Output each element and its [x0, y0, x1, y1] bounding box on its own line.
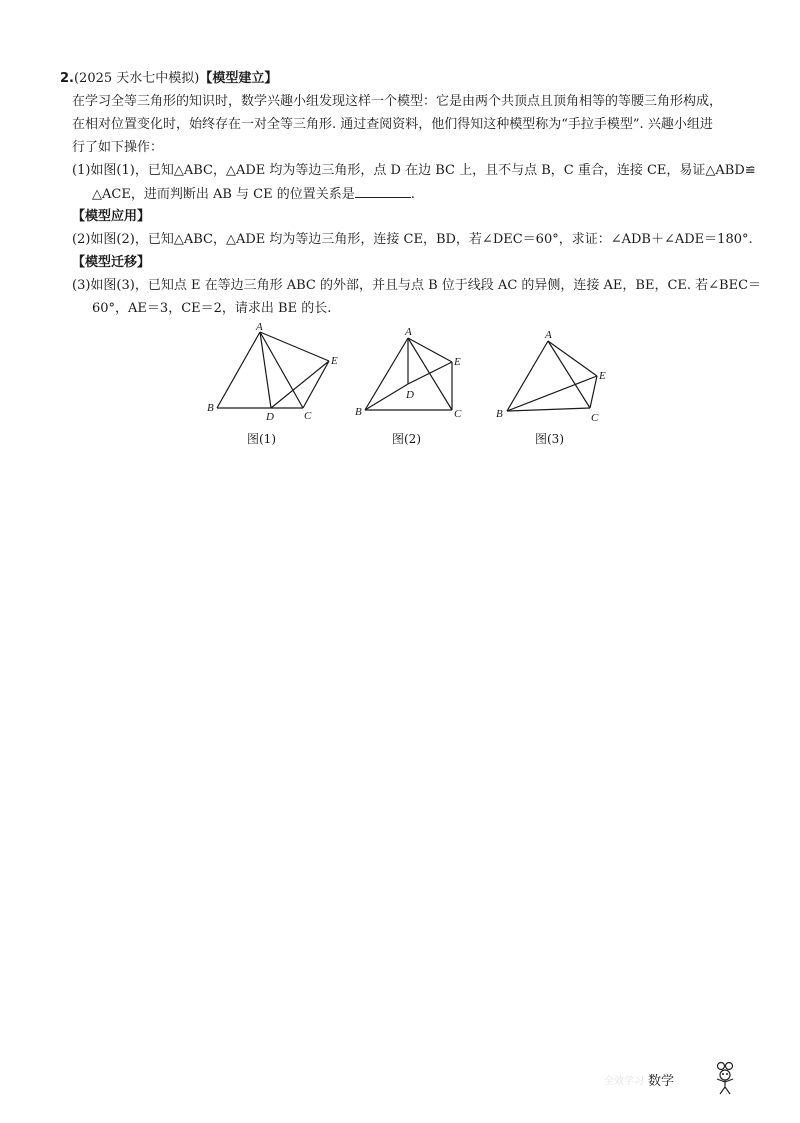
- question-source: (2025 天水七中模拟): [73, 71, 200, 86]
- figure-1-caption: 图(1): [247, 432, 276, 446]
- part1-line-1: (1)如图(1)，已知△ABC，△ADE 均为等边三角形，点 D 在边 BC 上，且不与点 B，C 重合，连接 CE，易证△ABD≌: [72, 163, 756, 178]
- footer-subject: 数学: [648, 1074, 675, 1089]
- section-title-model-build: 【模型建立】: [199, 71, 278, 86]
- fig1-label-a: A: [256, 321, 263, 333]
- figure-3-diagram: [490, 318, 620, 428]
- fig1-label-d: D: [266, 411, 274, 423]
- figure-2: [350, 318, 470, 432]
- fig1-label-e: E: [331, 355, 338, 367]
- fig2-label-c: C: [454, 408, 462, 420]
- fig2-label-e: E: [454, 356, 461, 368]
- fig1-label-c: C: [304, 410, 312, 422]
- figure-3: [490, 318, 620, 432]
- answer-blank[interactable]: [355, 185, 411, 198]
- question-number: 2.: [60, 71, 74, 86]
- fig3-label-a: A: [545, 329, 552, 341]
- part2-line-1: (2)如图(2)，已知△ABC，△ADE 均为等边三角形，连接 CE，BD，若∠DEC＝60°，求证：∠ADB＋∠ADE＝180°.: [72, 232, 753, 247]
- part1-line-2-end: .: [410, 187, 415, 202]
- part3-line-1: (3)如图(3)，已知点 E 在等边三角形 ABC 的外部，并且与点 B 位于线段 AC 的异侧，连接 AE，BE，CE. 若∠BEC＝: [72, 278, 762, 293]
- part1-line-2-text: △ACE，进而判断出 AB 与 CE 的位置关系是: [92, 187, 355, 202]
- intro-line-1: 在学习全等三角形的知识时，数学兴趣小组发现这样一个模型：它是由两个共顶点且顶角相等的等腰三角形构成，: [72, 94, 723, 109]
- fig2-label-d: D: [406, 389, 414, 401]
- figure-2-diagram: [350, 318, 470, 428]
- intro-line-2: 在相对位置变化时，始终存在一对全等三角形. 通过查阅资料，他们得知这种模型称为“手拉手模型”. 兴趣小组进: [72, 117, 713, 132]
- part3-line-2: 60°，AE＝3，CE＝2，请求出 BE 的长.: [92, 301, 332, 316]
- figure-2-caption: 图(2): [392, 432, 421, 446]
- mascot-icon: [712, 1060, 738, 1100]
- fig2-label-b: B: [355, 406, 362, 418]
- section-title-model-apply: 【模型应用】: [72, 209, 151, 224]
- footer-brand-text: 全效学习: [604, 1076, 644, 1087]
- fig3-label-e: E: [599, 370, 606, 382]
- fig1-label-b: B: [207, 402, 214, 414]
- figure-1: [200, 318, 350, 432]
- intro-line-3: 行了如下操作：: [72, 140, 164, 155]
- question-header: [60, 70, 277, 88]
- section-title-model-transfer: 【模型迁移】: [72, 255, 151, 270]
- fig3-label-c: C: [591, 412, 599, 424]
- fig3-label-b: B: [496, 408, 503, 420]
- fig2-label-a: A: [405, 326, 412, 338]
- figure-1-diagram: [200, 318, 350, 428]
- figure-3-caption: 图(3): [535, 432, 564, 446]
- part1-line-2: [92, 185, 415, 204]
